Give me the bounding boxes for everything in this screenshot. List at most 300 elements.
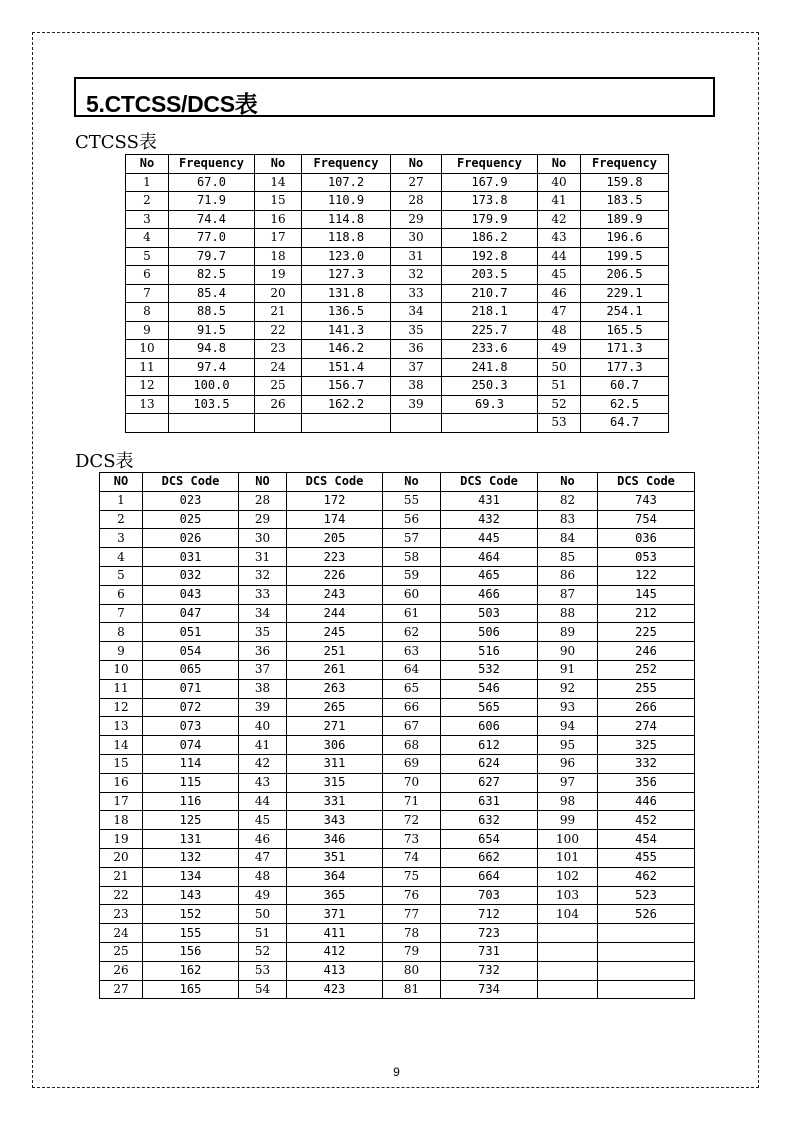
table-row	[100, 604, 695, 623]
number-cell: 42	[538, 210, 581, 229]
dcs-heading: DCS表	[75, 451, 134, 472]
value-cell: 205	[287, 529, 383, 548]
number-cell	[538, 942, 598, 961]
value-cell: 465	[441, 566, 538, 585]
value-cell: 723	[441, 924, 538, 943]
value-cell: 036	[598, 529, 695, 548]
number-cell: 21	[100, 867, 143, 886]
value-cell: 526	[598, 905, 695, 924]
value-cell: 212	[598, 604, 695, 623]
ctcss-heading: CTCSS表	[75, 132, 157, 153]
table-row	[126, 395, 669, 414]
number-cell: 14	[100, 736, 143, 755]
value-cell: 171.3	[581, 340, 669, 359]
number-cell: 47	[538, 303, 581, 322]
table-row	[100, 510, 695, 529]
column-header: Frequency	[442, 155, 538, 174]
table-row	[126, 358, 669, 377]
number-cell: 45	[538, 266, 581, 285]
table-row	[100, 980, 695, 999]
value-cell: 464	[441, 548, 538, 567]
table-row	[100, 529, 695, 548]
number-cell: 27	[391, 173, 442, 192]
value-cell: 506	[441, 623, 538, 642]
number-cell: 94	[538, 717, 598, 736]
value-cell: 71.9	[169, 192, 255, 211]
number-cell: 103	[538, 886, 598, 905]
value-cell: 125	[143, 811, 239, 830]
value-cell: 423	[287, 980, 383, 999]
value-cell: 189.9	[581, 210, 669, 229]
value-cell: 246	[598, 642, 695, 661]
value-cell: 199.5	[581, 247, 669, 266]
number-cell: 26	[100, 961, 143, 980]
value-cell: 162.2	[302, 395, 391, 414]
value-cell	[598, 980, 695, 999]
number-cell: 18	[100, 811, 143, 830]
value-cell: 67.0	[169, 173, 255, 192]
column-header: NO	[239, 473, 287, 492]
value-cell: 255	[598, 679, 695, 698]
number-cell: 20	[255, 284, 302, 303]
value-cell: 155	[143, 924, 239, 943]
value-cell: 732	[441, 961, 538, 980]
number-cell: 43	[239, 773, 287, 792]
value-cell	[598, 942, 695, 961]
number-cell: 68	[383, 736, 441, 755]
number-cell: 49	[239, 886, 287, 905]
value-cell: 031	[143, 548, 239, 567]
number-cell: 31	[391, 247, 442, 266]
number-cell: 52	[538, 395, 581, 414]
value-cell: 91.5	[169, 321, 255, 340]
column-header: Frequency	[302, 155, 391, 174]
dcs-table	[99, 472, 695, 999]
number-cell: 30	[391, 229, 442, 248]
value-cell: 97.4	[169, 358, 255, 377]
number-cell: 38	[391, 377, 442, 396]
number-cell: 61	[383, 604, 441, 623]
value-cell: 179.9	[442, 210, 538, 229]
number-cell	[255, 414, 302, 433]
value-cell: 192.8	[442, 247, 538, 266]
value-cell: 79.7	[169, 247, 255, 266]
table-row	[100, 886, 695, 905]
column-header: No	[391, 155, 442, 174]
value-cell: 565	[441, 698, 538, 717]
value-cell: 306	[287, 736, 383, 755]
number-cell: 13	[100, 717, 143, 736]
value-cell: 74.4	[169, 210, 255, 229]
number-cell: 22	[100, 886, 143, 905]
value-cell: 123.0	[302, 247, 391, 266]
number-cell: 25	[100, 942, 143, 961]
number-cell: 42	[239, 754, 287, 773]
value-cell: 94.8	[169, 340, 255, 359]
table-row	[100, 660, 695, 679]
value-cell: 114.8	[302, 210, 391, 229]
number-cell: 71	[383, 792, 441, 811]
table-row	[100, 905, 695, 924]
table-row	[100, 698, 695, 717]
number-cell: 21	[255, 303, 302, 322]
number-cell: 86	[538, 566, 598, 585]
value-cell: 452	[598, 811, 695, 830]
value-cell: 127.3	[302, 266, 391, 285]
value-cell: 62.5	[581, 395, 669, 414]
table-row	[126, 173, 669, 192]
number-cell: 6	[126, 266, 169, 285]
number-cell: 35	[239, 623, 287, 642]
value-cell: 332	[598, 754, 695, 773]
number-cell: 25	[255, 377, 302, 396]
table-row	[126, 414, 669, 433]
value-cell: 223	[287, 548, 383, 567]
number-cell: 50	[538, 358, 581, 377]
value-cell: 516	[441, 642, 538, 661]
table-row	[100, 867, 695, 886]
table-row	[100, 717, 695, 736]
page-title: 5.CTCSS/DCS表	[86, 91, 258, 117]
number-cell: 4	[126, 229, 169, 248]
number-cell: 28	[239, 491, 287, 510]
value-cell: 244	[287, 604, 383, 623]
section-title-box	[74, 77, 715, 117]
number-cell: 39	[391, 395, 442, 414]
value-cell: 371	[287, 905, 383, 924]
number-cell: 67	[383, 717, 441, 736]
value-cell: 023	[143, 491, 239, 510]
value-cell: 225	[598, 623, 695, 642]
number-cell: 65	[383, 679, 441, 698]
number-cell: 72	[383, 811, 441, 830]
number-cell: 29	[239, 510, 287, 529]
column-header: DCS Code	[287, 473, 383, 492]
number-cell: 73	[383, 830, 441, 849]
value-cell: 703	[441, 886, 538, 905]
number-cell: 11	[100, 679, 143, 698]
number-cell: 16	[100, 773, 143, 792]
value-cell: 053	[598, 548, 695, 567]
value-cell: 432	[441, 510, 538, 529]
value-cell: 754	[598, 510, 695, 529]
number-cell: 27	[100, 980, 143, 999]
value-cell: 462	[598, 867, 695, 886]
number-cell: 33	[391, 284, 442, 303]
column-header: No	[538, 155, 581, 174]
value-cell: 116	[143, 792, 239, 811]
value-cell: 143	[143, 886, 239, 905]
table-row	[100, 754, 695, 773]
value-cell: 662	[441, 848, 538, 867]
number-cell: 15	[255, 192, 302, 211]
value-cell: 151.4	[302, 358, 391, 377]
value-cell: 141.3	[302, 321, 391, 340]
value-cell: 122	[598, 566, 695, 585]
number-cell: 43	[538, 229, 581, 248]
number-cell: 10	[126, 340, 169, 359]
table-row	[100, 792, 695, 811]
number-cell: 46	[239, 830, 287, 849]
value-cell: 82.5	[169, 266, 255, 285]
number-cell: 4	[100, 548, 143, 567]
ctcss-header-row	[126, 155, 669, 174]
number-cell: 8	[126, 303, 169, 322]
number-cell: 39	[239, 698, 287, 717]
number-cell: 3	[126, 210, 169, 229]
value-cell: 331	[287, 792, 383, 811]
number-cell: 57	[383, 529, 441, 548]
column-header: No	[255, 155, 302, 174]
number-cell: 32	[391, 266, 442, 285]
number-cell: 77	[383, 905, 441, 924]
value-cell: 654	[441, 830, 538, 849]
value-cell: 110.9	[302, 192, 391, 211]
value-cell: 071	[143, 679, 239, 698]
table-row	[100, 961, 695, 980]
number-cell: 37	[239, 660, 287, 679]
value-cell: 346	[287, 830, 383, 849]
value-cell: 229.1	[581, 284, 669, 303]
number-cell: 87	[538, 585, 598, 604]
table-row	[100, 679, 695, 698]
column-header: No	[538, 473, 598, 492]
number-cell: 58	[383, 548, 441, 567]
number-cell: 41	[239, 736, 287, 755]
number-cell: 20	[100, 848, 143, 867]
number-cell: 7	[126, 284, 169, 303]
number-cell: 104	[538, 905, 598, 924]
number-cell: 24	[100, 924, 143, 943]
value-cell: 026	[143, 529, 239, 548]
number-cell: 10	[100, 660, 143, 679]
value-cell	[598, 924, 695, 943]
value-cell: 131	[143, 830, 239, 849]
value-cell: 446	[598, 792, 695, 811]
number-cell: 40	[538, 173, 581, 192]
number-cell: 75	[383, 867, 441, 886]
number-cell: 76	[383, 886, 441, 905]
value-cell: 546	[441, 679, 538, 698]
value-cell: 206.5	[581, 266, 669, 285]
column-header: No	[383, 473, 441, 492]
value-cell: 266	[598, 698, 695, 717]
number-cell: 36	[391, 340, 442, 359]
value-cell: 136.5	[302, 303, 391, 322]
number-cell: 69	[383, 754, 441, 773]
value-cell: 177.3	[581, 358, 669, 377]
value-cell: 311	[287, 754, 383, 773]
number-cell: 23	[255, 340, 302, 359]
value-cell: 134	[143, 867, 239, 886]
value-cell: 174	[287, 510, 383, 529]
number-cell: 18	[255, 247, 302, 266]
number-cell: 55	[383, 491, 441, 510]
table-row	[126, 377, 669, 396]
number-cell: 66	[383, 698, 441, 717]
number-cell: 99	[538, 811, 598, 830]
value-cell: 118.8	[302, 229, 391, 248]
number-cell: 53	[538, 414, 581, 433]
table-row	[100, 736, 695, 755]
number-cell: 52	[239, 942, 287, 961]
value-cell: 250.3	[442, 377, 538, 396]
value-cell: 114	[143, 754, 239, 773]
column-header: NO	[100, 473, 143, 492]
number-cell: 35	[391, 321, 442, 340]
number-cell: 19	[255, 266, 302, 285]
value-cell: 413	[287, 961, 383, 980]
number-cell: 7	[100, 604, 143, 623]
value-cell: 183.5	[581, 192, 669, 211]
value-cell: 624	[441, 754, 538, 773]
number-cell	[538, 924, 598, 943]
number-cell: 5	[100, 566, 143, 585]
table-row	[126, 247, 669, 266]
column-header: DCS Code	[598, 473, 695, 492]
value-cell: 226	[287, 566, 383, 585]
value-cell	[598, 961, 695, 980]
value-cell: 172	[287, 491, 383, 510]
number-cell: 13	[126, 395, 169, 414]
value-cell: 631	[441, 792, 538, 811]
value-cell: 107.2	[302, 173, 391, 192]
table-row	[126, 266, 669, 285]
number-cell: 50	[239, 905, 287, 924]
table-row	[100, 548, 695, 567]
number-cell: 26	[255, 395, 302, 414]
value-cell: 025	[143, 510, 239, 529]
value-cell: 343	[287, 811, 383, 830]
value-cell: 173.8	[442, 192, 538, 211]
value-cell: 115	[143, 773, 239, 792]
table-row	[100, 491, 695, 510]
number-cell: 28	[391, 192, 442, 211]
value-cell: 351	[287, 848, 383, 867]
number-cell: 8	[100, 623, 143, 642]
ctcss-table	[125, 154, 669, 433]
value-cell: 065	[143, 660, 239, 679]
number-cell: 79	[383, 942, 441, 961]
number-cell: 91	[538, 660, 598, 679]
value-cell: 263	[287, 679, 383, 698]
number-cell: 88	[538, 604, 598, 623]
value-cell: 165.5	[581, 321, 669, 340]
value-cell	[442, 414, 538, 433]
table-row	[126, 192, 669, 211]
number-cell: 17	[100, 792, 143, 811]
number-cell: 34	[391, 303, 442, 322]
number-cell: 33	[239, 585, 287, 604]
number-cell: 56	[383, 510, 441, 529]
table-row	[126, 284, 669, 303]
value-cell: 431	[441, 491, 538, 510]
value-cell: 251	[287, 642, 383, 661]
column-header: DCS Code	[441, 473, 538, 492]
value-cell: 274	[598, 717, 695, 736]
number-cell: 48	[538, 321, 581, 340]
value-cell: 88.5	[169, 303, 255, 322]
number-cell: 83	[538, 510, 598, 529]
number-cell: 96	[538, 754, 598, 773]
value-cell: 77.0	[169, 229, 255, 248]
value-cell: 218.1	[442, 303, 538, 322]
number-cell: 37	[391, 358, 442, 377]
value-cell: 365	[287, 886, 383, 905]
number-cell: 85	[538, 548, 598, 567]
value-cell: 606	[441, 717, 538, 736]
number-cell: 102	[538, 867, 598, 886]
value-cell: 356	[598, 773, 695, 792]
value-cell: 503	[441, 604, 538, 623]
value-cell: 203.5	[442, 266, 538, 285]
number-cell: 92	[538, 679, 598, 698]
number-cell: 70	[383, 773, 441, 792]
number-cell: 78	[383, 924, 441, 943]
number-cell: 9	[100, 642, 143, 661]
value-cell: 152	[143, 905, 239, 924]
number-cell: 19	[100, 830, 143, 849]
value-cell: 612	[441, 736, 538, 755]
value-cell: 043	[143, 585, 239, 604]
value-cell: 69.3	[442, 395, 538, 414]
value-cell: 146.2	[302, 340, 391, 359]
number-cell: 47	[239, 848, 287, 867]
number-cell: 51	[538, 377, 581, 396]
number-cell: 49	[538, 340, 581, 359]
value-cell: 466	[441, 585, 538, 604]
value-cell: 162	[143, 961, 239, 980]
value-cell: 627	[441, 773, 538, 792]
number-cell: 48	[239, 867, 287, 886]
table-row	[100, 585, 695, 604]
value-cell: 196.6	[581, 229, 669, 248]
number-cell: 9	[126, 321, 169, 340]
value-cell: 445	[441, 529, 538, 548]
value-cell: 664	[441, 867, 538, 886]
value-cell: 271	[287, 717, 383, 736]
number-cell: 54	[239, 980, 287, 999]
page-number: 9	[393, 1065, 400, 1079]
number-cell: 24	[255, 358, 302, 377]
number-cell: 89	[538, 623, 598, 642]
value-cell: 100.0	[169, 377, 255, 396]
value-cell: 145	[598, 585, 695, 604]
number-cell: 31	[239, 548, 287, 567]
value-cell: 64.7	[581, 414, 669, 433]
value-cell: 131.8	[302, 284, 391, 303]
number-cell: 2	[126, 192, 169, 211]
table-row	[100, 811, 695, 830]
number-cell: 60	[383, 585, 441, 604]
number-cell: 44	[239, 792, 287, 811]
number-cell: 6	[100, 585, 143, 604]
number-cell: 29	[391, 210, 442, 229]
number-cell: 64	[383, 660, 441, 679]
value-cell: 233.6	[442, 340, 538, 359]
number-cell: 16	[255, 210, 302, 229]
value-cell: 734	[441, 980, 538, 999]
value-cell: 186.2	[442, 229, 538, 248]
table-row	[100, 623, 695, 642]
number-cell: 101	[538, 848, 598, 867]
number-cell: 5	[126, 247, 169, 266]
number-cell	[391, 414, 442, 433]
value-cell: 85.4	[169, 284, 255, 303]
number-cell: 12	[126, 377, 169, 396]
value-cell: 315	[287, 773, 383, 792]
number-cell: 59	[383, 566, 441, 585]
